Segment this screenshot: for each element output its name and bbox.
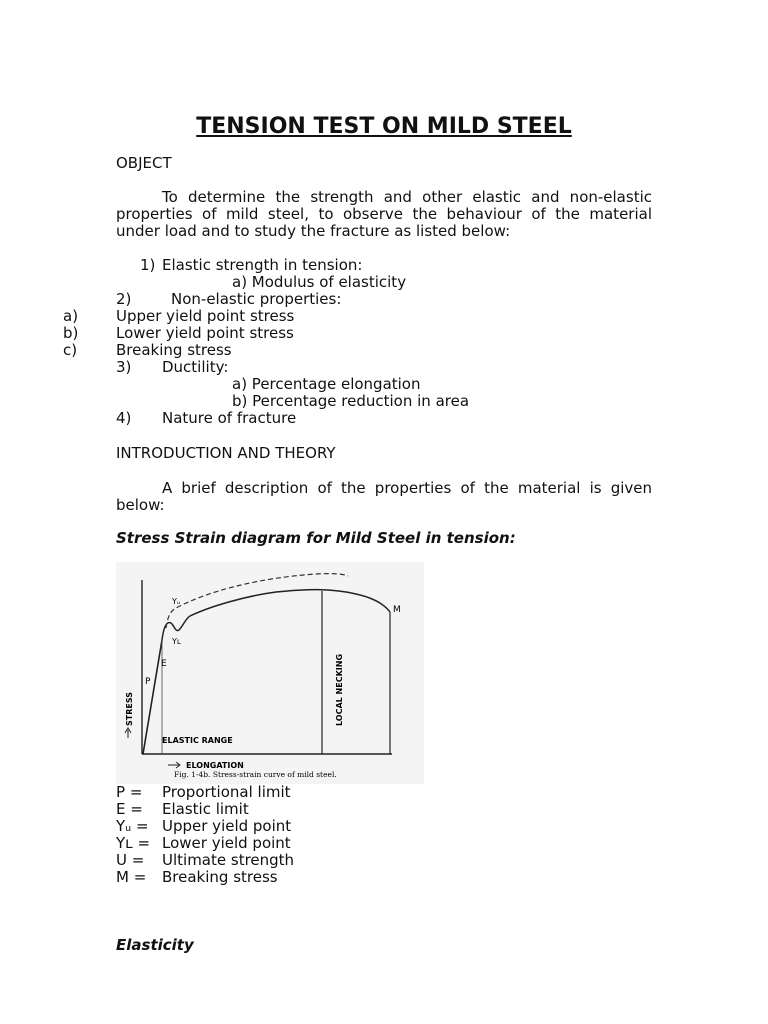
legend-symbol-m: M = xyxy=(116,868,147,886)
object-paragraph: To determine the strength and other elastic and non-elastic properties of mild steel, to observe the behaviour of the material under load and to study the fracture as listed below: xyxy=(116,188,652,240)
list-item-2a-marker: a) xyxy=(63,307,79,325)
list-item-4-text: Nature of fracture xyxy=(162,409,297,427)
elastic-range-label: ELASTIC RANGE xyxy=(162,736,233,745)
legend-text-m: Breaking stress xyxy=(162,868,278,886)
legend-text-yu: Upper yield point xyxy=(162,817,292,835)
list-item-3-number: 3) xyxy=(116,358,132,376)
stress-strain-diagram xyxy=(116,562,424,784)
label-yl: Yʟ xyxy=(172,637,181,646)
legend-text-yl: Lower yield point xyxy=(162,834,291,852)
elasticity-heading: Elasticity xyxy=(116,936,194,954)
list-item-1-number: 1) xyxy=(140,256,156,274)
legend-text-e: Elastic limit xyxy=(162,800,249,818)
list-item-2c-text: Breaking stress xyxy=(116,341,232,359)
list-item-4-number: 4) xyxy=(116,409,132,427)
label-p: P xyxy=(145,677,151,687)
legend-text-p: Proportional limit xyxy=(162,783,291,801)
diagram-heading: Stress Strain diagram for Mild Steel in tension: xyxy=(116,529,516,547)
stress-strain-figure xyxy=(116,562,424,784)
legend-symbol-p: P = xyxy=(116,783,143,801)
list-item-1a: a) Modulus of elasticity xyxy=(232,273,407,291)
list-item-2a-text: Upper yield point stress xyxy=(116,307,295,325)
legend-symbol-yl: Yʟ = xyxy=(116,834,151,852)
elastic-line xyxy=(143,640,162,754)
list-item-2c-marker: c) xyxy=(63,341,78,359)
list-item-2-number: 2) xyxy=(116,290,132,308)
legend-text-u: Ultimate strength xyxy=(162,851,295,869)
label-yu: Yᵤ xyxy=(172,597,181,606)
figure-caption: Fig. 1-4b. Stress-strain curve of mild steel. xyxy=(174,770,337,779)
list-item-1-text: Elastic strength in tension: xyxy=(162,256,363,274)
intro-heading: INTRODUCTION AND THEORY xyxy=(116,444,336,462)
label-e: E xyxy=(161,659,167,669)
list-item-2-text: Non-elastic properties: xyxy=(171,290,342,308)
list-item-2b-text: Lower yield point stress xyxy=(116,324,294,342)
intro-paragraph: A brief description of the properties of the material is given below: xyxy=(116,479,652,514)
legend-symbol-u: U = xyxy=(116,851,145,869)
object-heading: OBJECT xyxy=(116,154,172,172)
list-item-2b-marker: b) xyxy=(63,324,79,342)
label-m: M xyxy=(393,605,401,615)
legend-symbol-yu: Yᵤ = xyxy=(116,817,149,835)
legend-symbol-e: E = xyxy=(116,800,143,818)
stress-strain-curve xyxy=(162,590,390,640)
elongation-arrow-icon xyxy=(168,762,180,768)
elongation-axis-label: ELONGATION xyxy=(186,761,244,770)
stress-axis-label: STRESS xyxy=(125,691,134,726)
local-necking-label: LOCAL NECKING xyxy=(335,653,344,726)
page-title: TENSION TEST ON MILD STEEL xyxy=(196,114,572,139)
list-item-3a: a) Percentage elongation xyxy=(232,375,421,393)
true-stress-curve xyxy=(166,574,348,628)
list-item-3b: b) Percentage reduction in area xyxy=(232,392,470,410)
stress-arrow-icon xyxy=(125,728,131,738)
list-item-3-text: Ductility: xyxy=(162,358,229,376)
